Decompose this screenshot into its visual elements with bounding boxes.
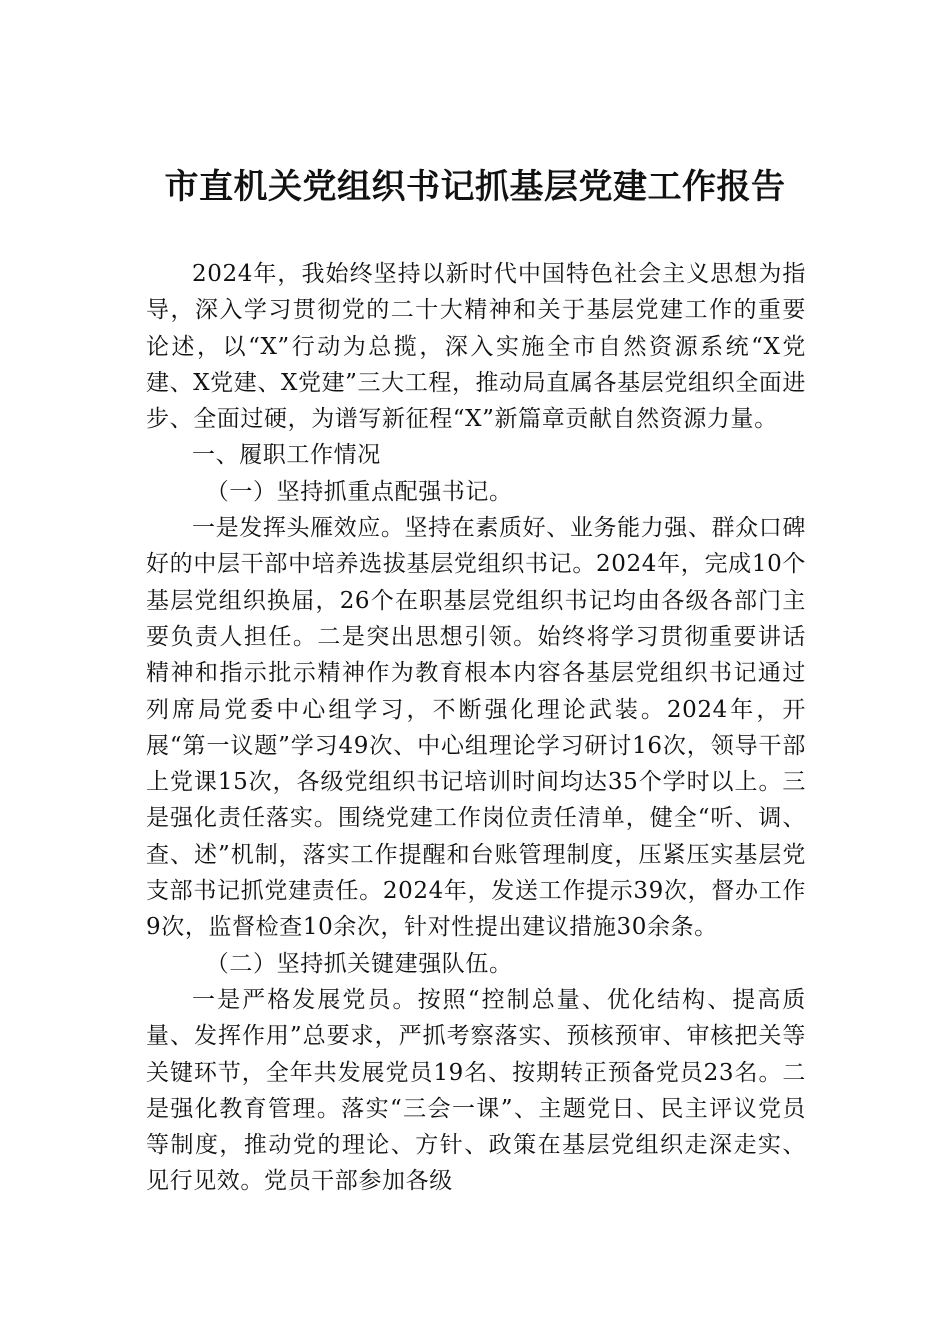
subsection-heading-2: （二）坚持抓关键建强队伍。 xyxy=(205,950,513,977)
subsection-heading-1: （一）坚持抓重点配强书记。 xyxy=(205,478,513,505)
subsection-paragraph-1: 一是发挥头雁效应。坚持在素质好、业务能力强、群众口碑好的中层干部中培养选拔基层党组织书记。2024年，完成10个基层党组织换届，26个在职基层党组织书记均由各级各部门主要负责人担任。二是突出思想引领。始终将学习贯彻重要讲话精神和指示批示精神作为教育根本内容各基层党组织书记通过列席局党委中心组学习，不断强化理论武装。2024年，开展“第一议题”学习49次、中心组理论学习研讨16次，领导干部上党课15次，各级党组织书记培训时间均达35个学时以上。三是强化责任落实。围绕党建工作岗位责任清单，健全“听、调、查、述”机制，落实工作提醒和台账管理制度，压紧压实基层党支部书记抓党建责任。2024年，发送工作提示39次，督办工作9次，监督检查10余次，针对性提出建议措施30余条。 xyxy=(146,515,806,941)
document-body xyxy=(146,256,806,1200)
subsection-paragraph-2: 一是严格发展党员。按照“控制总量、优化结构、提高质量、发挥作用”总要求，严抓考察落实、预核预审、审核把关等关键环节，全年共发展党员19名、按期转正预备党员23名。二是强化教育管理。落实“三会一课”、主题党日、民主评议党员等制度，推动党的理论、方针、政策在基层党组织走深走实、见行见效。党员干部参加各级 xyxy=(146,986,806,1195)
document-title: 市直机关党组织书记抓基层党建工作报告 xyxy=(164,167,786,207)
intro-paragraph: 2024年，我始终坚持以新时代中国特色社会主义思想为指导，深入学习贯彻党的二十大精神和关于基层党建工作的重要论述，以“X”行动为总揽，深入实施全市自然资源系统“X党建、X党建、X党建”三大工程，推动局直属各基层党组织全面进步、全面过硬，为谱写新征程“X”新篇章贡献自然资源力量。 xyxy=(146,261,806,433)
section-heading-1: 一、履职工作情况 xyxy=(192,442,381,469)
